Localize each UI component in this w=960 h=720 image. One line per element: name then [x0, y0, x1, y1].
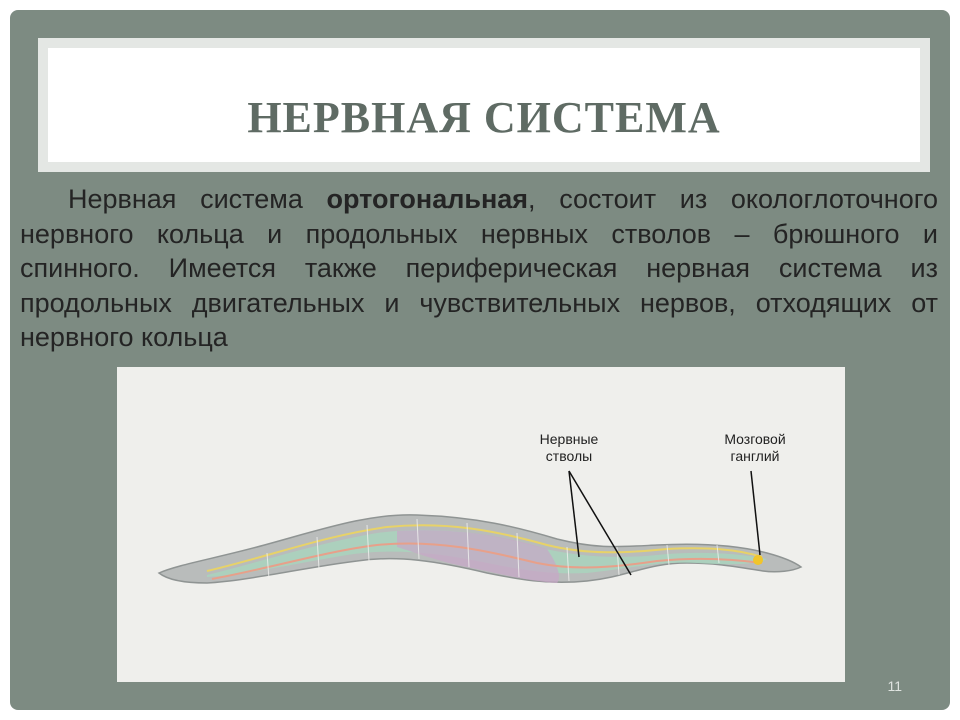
label-nerve-trunks: [523, 431, 615, 465]
title-box: [38, 38, 930, 172]
paragraph-emphasis: ортогональная: [326, 184, 529, 214]
label-nerve-trunks-line1: Нервные: [539, 431, 599, 447]
label-brain-ganglion: [707, 431, 803, 465]
body-paragraph: [20, 182, 938, 355]
worm-illustration: [117, 367, 845, 682]
worm-nervous-system-figure: [117, 367, 845, 682]
slide-title: НЕРВНАЯ СИСТЕМА: [247, 93, 721, 142]
label-nerve-trunks-line2: стволы: [545, 448, 593, 464]
paragraph-rest: , состоит из окологлоточного нервного кольца и продольных нервных стволов – брюшного и спинного. Имеется также периферическая нервная система из продольных двигательных и чувствительных нервов, отходящих от нервного кольца: [20, 184, 938, 352]
brain-ganglion: [753, 555, 763, 565]
label-brain-ganglion-line1: Мозговой: [724, 431, 786, 447]
paragraph-start: Нервная система: [68, 184, 327, 214]
label-brain-ganglion-line2: ганглий: [730, 448, 780, 464]
slide: [10, 10, 950, 710]
page-number: 11: [887, 678, 902, 694]
